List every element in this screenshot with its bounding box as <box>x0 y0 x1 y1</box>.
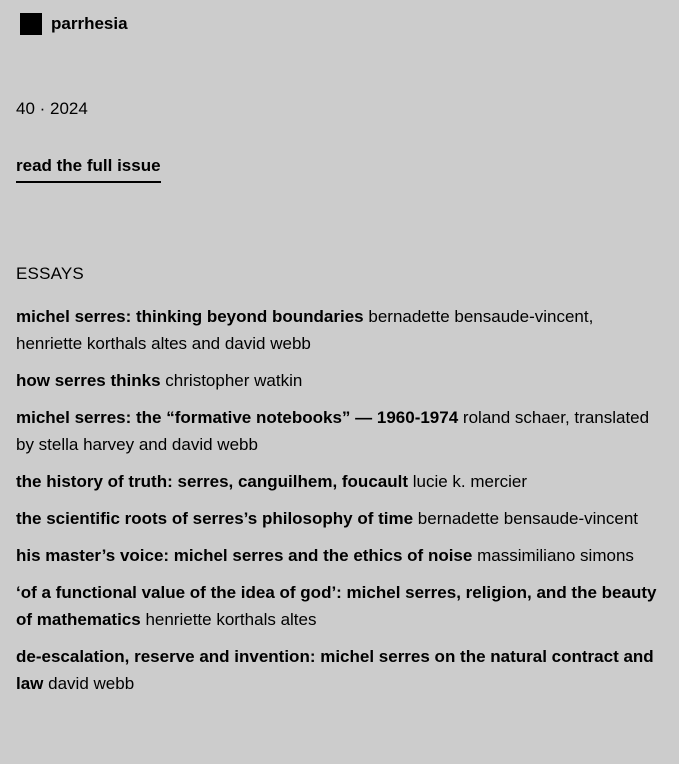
essay-item <box>16 367 664 394</box>
essay-item <box>16 505 664 532</box>
essay-title-link[interactable]: the scientific roots of serres’s philosophy of time <box>16 509 414 528</box>
essay-title-link[interactable]: his master’s voice: michel serres and the ethics of noise <box>16 546 473 565</box>
issue-meta: 40 · 2024 <box>16 99 88 118</box>
essay-authors: lucie k. mercier <box>412 472 528 491</box>
essay-item <box>16 303 664 357</box>
essay-title-link[interactable]: de-escalation, reserve and invention: michel serres on the natural contract and law <box>16 647 654 693</box>
essay-authors: roland schaer, translated by stella harvey and david webb <box>16 408 650 454</box>
essay-title-link[interactable]: the history of truth: serres, canguilhem, foucault <box>16 472 408 491</box>
logo-square-icon <box>20 13 42 35</box>
essay-authors: henriette korthals altes <box>145 610 317 629</box>
site-title: parrhesia <box>51 14 128 33</box>
essay-title-link[interactable]: michel serres: thinking beyond boundaries <box>16 307 364 326</box>
essay-title-link[interactable]: ‘of a functional value of the idea of god’: michel serres, religion, and the beauty of mathematics <box>16 583 657 629</box>
essay-authors: david webb <box>48 674 135 693</box>
essay-title-link[interactable]: michel serres: the “formative notebooks” — 1960-1974 <box>16 408 459 427</box>
essay-item <box>16 468 664 495</box>
essay-authors: christopher watkin <box>165 371 303 390</box>
essay-authors: bernadette bensaude-vincent, henriette korthals altes and david webb <box>16 307 594 353</box>
essay-authors: bernadette bensaude-vincent <box>417 509 639 528</box>
essay-title-link[interactable]: how serres thinks <box>16 371 161 390</box>
essay-item <box>16 404 664 458</box>
essay-item <box>16 579 664 633</box>
read-full-issue-link[interactable]: read the full issue <box>16 156 161 183</box>
essay-item <box>16 643 664 697</box>
site-logo-link[interactable] <box>20 13 128 35</box>
section-heading: ESSAYS <box>16 264 84 283</box>
essay-authors: massimiliano simons <box>477 546 634 565</box>
essay-list <box>16 303 664 707</box>
essay-item <box>16 542 664 569</box>
